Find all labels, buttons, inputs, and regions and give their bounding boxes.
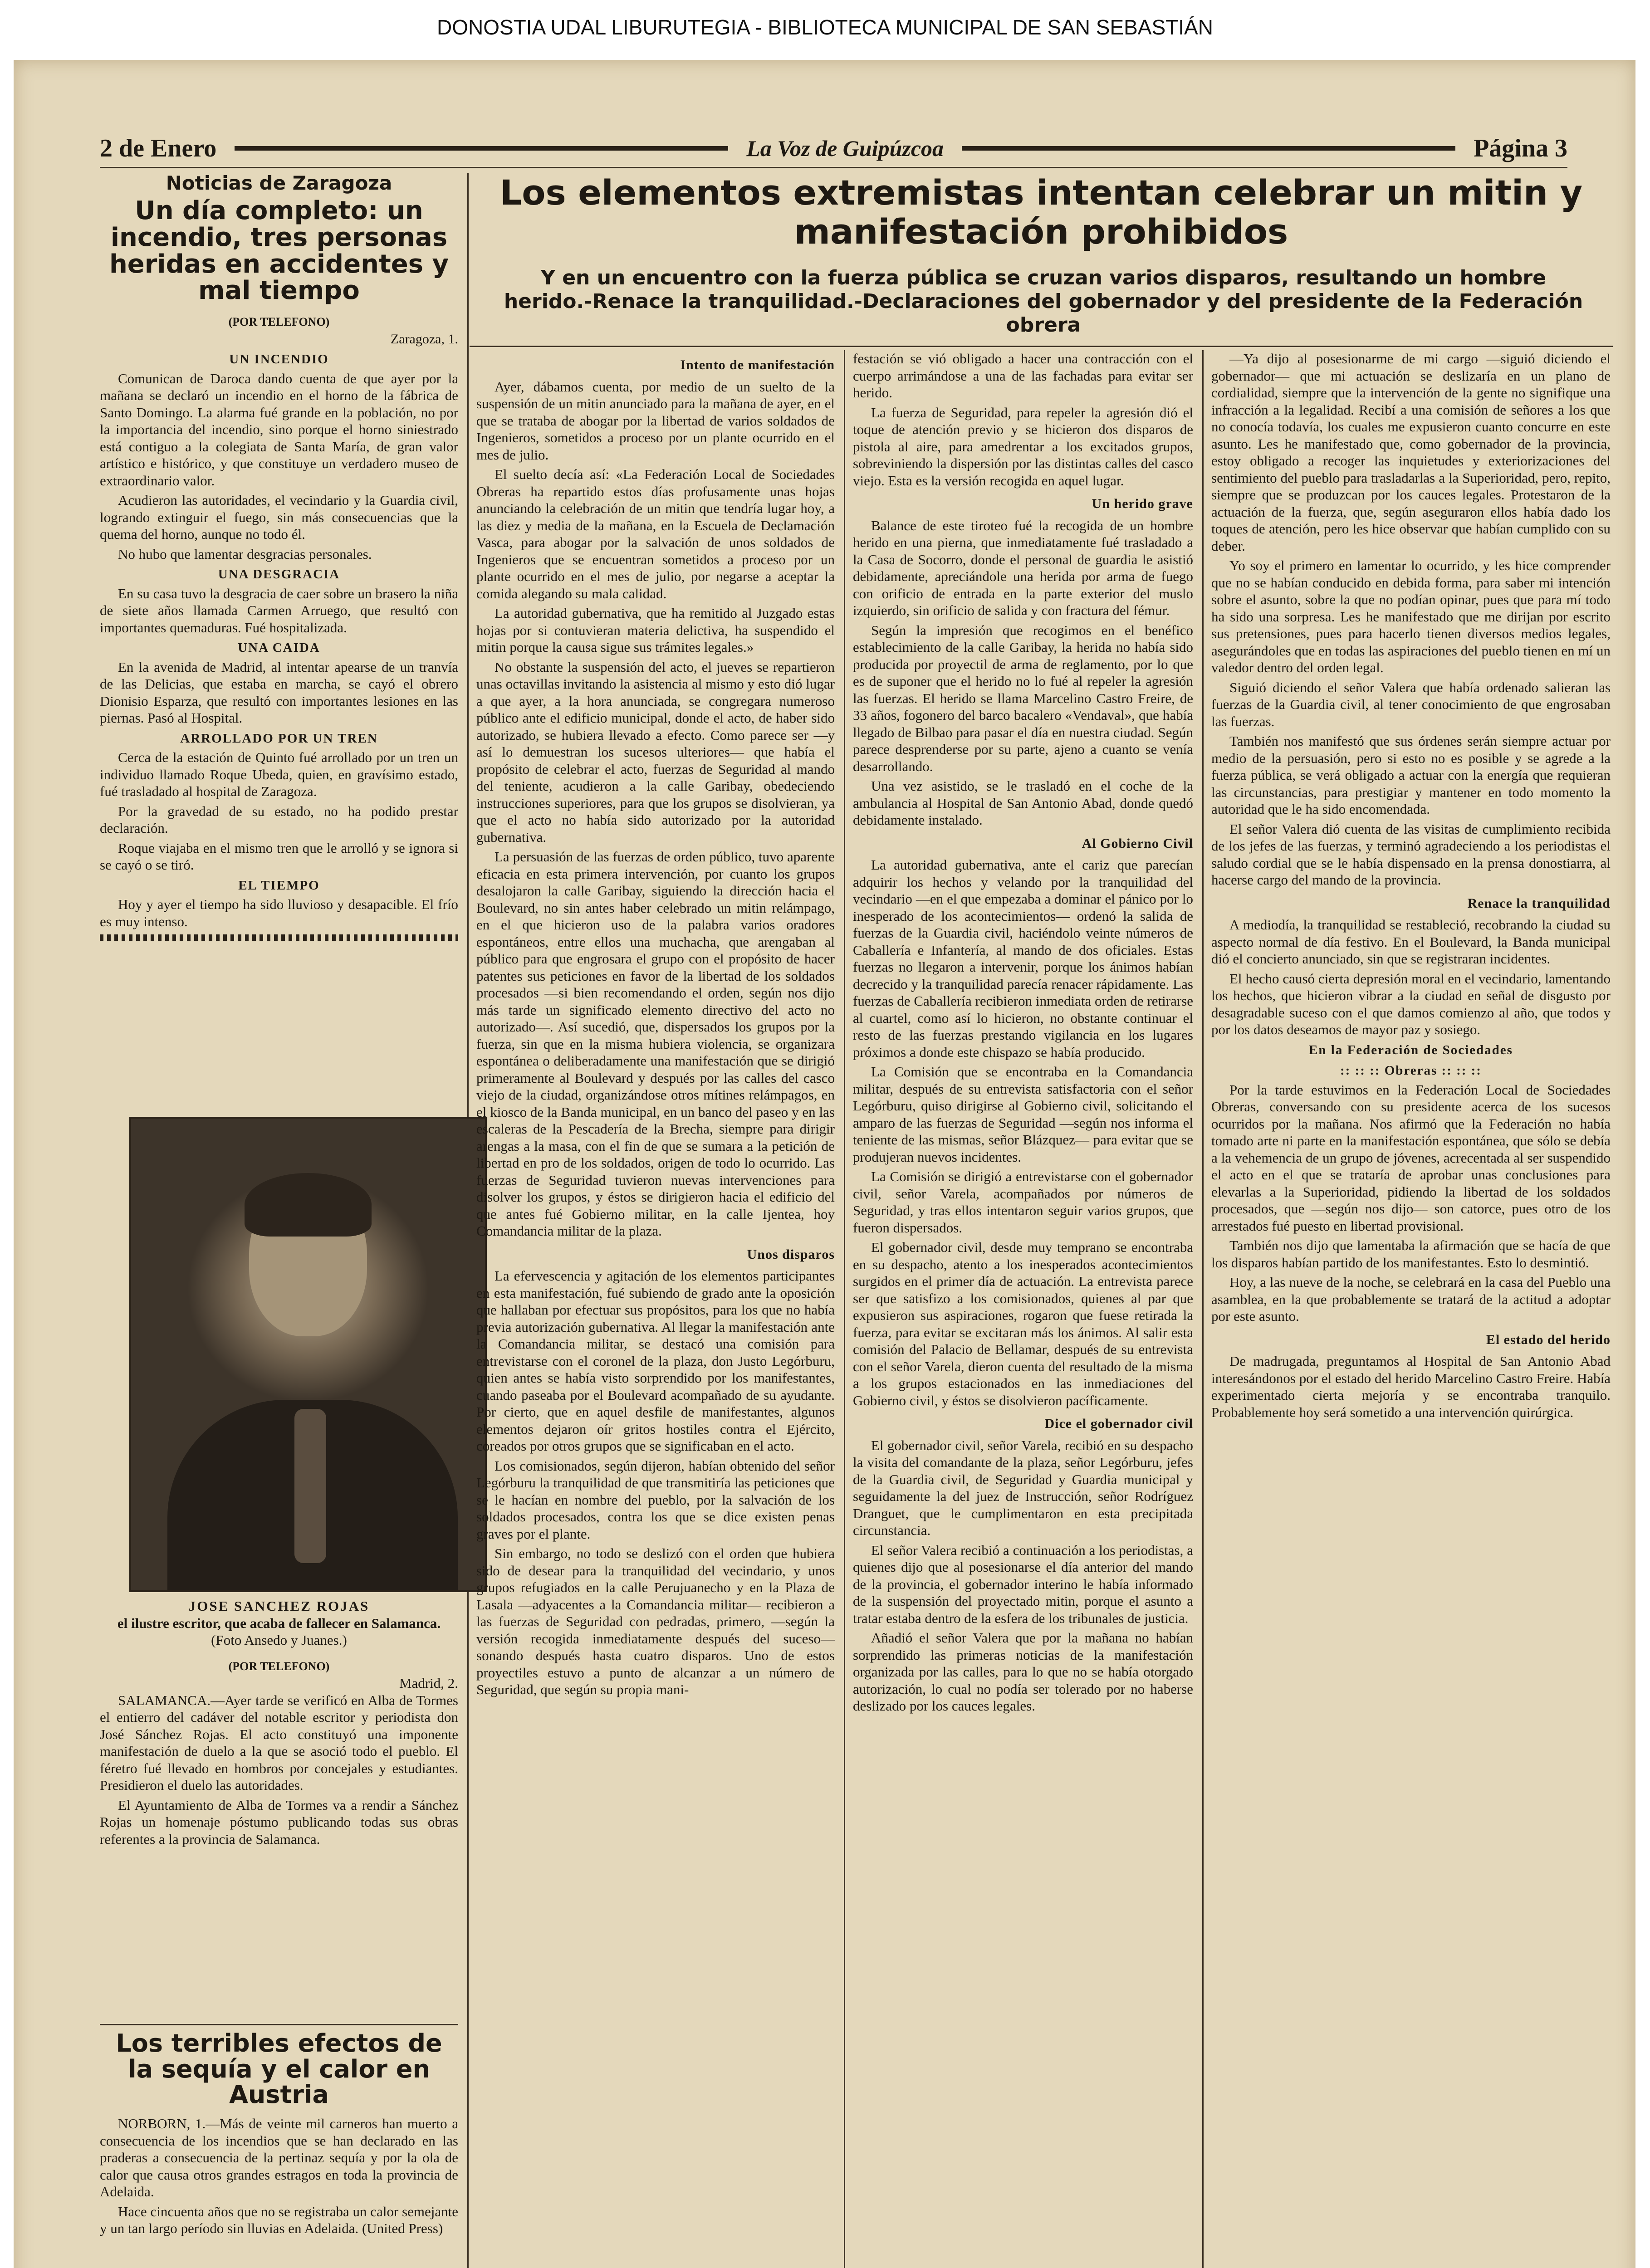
article-paragraph: La autoridad gubernativa, ante el cariz que parecían adquirir los hechos y velando por la tranquilidad del vecindario —en el que empezaba a dominar el pánico por lo inesperado de los acontecimientos— ordenó la salida de fuerzas de la Guardia civil, haciéndolo veinte números de Caballería e Infantería, al mando de dos oficiales. Estas fuerzas no llegaron a intervenir, porque los ánimos habían decrecido y la tranquilidad parecía renacer rápidamente. Las fuerzas de Caballería recibieron inmediata orden de retirarse al cuartel, como así lo hicieron, no obstante continuar el resto de las fuerzas prestando vigilancia en los lugares próximos a donde este chispazo se había producido. (853, 857, 1193, 1060)
article-paragraph: El señor Valera recibió a continuación a los periodistas, a quienes dijo que al posesionarse el día anterior del mando de la provincia, el gobernador interino le había informado de la suspensión del proyectado mitin, porque el asunto a tratar estaba dentro de la esfera de los tribunales de justicia. (853, 1542, 1193, 1626)
portrait-photo (129, 1117, 487, 1592)
austria-paragraph: Hace cincuenta años que no se registraba un calor semejante y un tan largo período sin lluvias en Adelaida. (United Press) (100, 2203, 458, 2237)
column-1-austria (100, 2031, 458, 2268)
column-1-middle (100, 1598, 458, 2015)
column-1-top (100, 173, 458, 1080)
subhead-federacion: En la Federación de Sociedades (1309, 1042, 1513, 1057)
subhead-intento: Intento de manifestación (680, 357, 835, 372)
article-paragraph: Siguió diciendo el señor Valera que había ordenado salieran las fuerzas de la Guardia civil, al tener conocimiento de que engrosaban las fuerzas. (1211, 679, 1611, 729)
article-paragraph: El gobernador civil, señor Varela, recibió en su despacho la visita del comandante de la plaza, señor Legórburu, jefes de la Guardia civil, de Seguridad y Guardia municipal y seguidamente la del juez de Instrucción, señor Rodríguez Dranguet, que le cumplimentaron en esta precipitada circunstancia. (853, 1437, 1193, 1538)
zaragoza-paragraph: Acudieron las autoridades, el vecindario y la Guardia civil, logrando extinguir el fuego, sin más consecuencias que la quema del horno, aunque no todo él. (100, 492, 458, 543)
article-paragraph: La Comisión se dirigió a entrevistarse con el gobernador civil, señor Varela, acompañados por números de Seguridad, y tras ellos intentaron seguir varios grupos, que fueron dispersados. (853, 1168, 1193, 1236)
photo-caption-name: JOSE SANCHEZ ROJAS (188, 1598, 370, 1614)
article-paragraph: La persuasión de las fuerzas de orden público, tuvo aparente eficacia en esta primera intervención, por cuanto los grupos desalojaron la calle Garibay, siguiendo la dirección hacia el Boulevard, no sin antes haber celebrado un mitin relámpago, en el que hicieron uso de la palabra varios oradores espontáneos, entre ellos una muchacha, que arengaban al público para que engrosara el grupo con el propósito de hacer patentes sus peticiones en favor de la libertad de los soldados procesados —si bien recomendando el orden, según nos dijo más tarde un significado elemento directivo del acto no autorizado—. Así sucedió, que, dispersados los grupos por la fuerza, sin que en la misma hubiera violencia, se organizara espontánea o deliberadamente una manifestación que se dirigió primeramente al Boulevard y después por las calles del casco viejo de la ciudad, organizándose otros mítines relámpagos, en el kiosco de la Banda municipal, en un banco del paseo y en las escaleras de la Pescadería de la Brecha, siempre para dirigir arengas a la masa, con el fin de que se sumara a la petición de libertad en pro de los soldados, origen de todo lo ocurrido. Las fuerzas de Seguridad tuvieron nuevas intervenciones para disolver los grupos, y éstos se dirigieron hacia el edificio del que antes fué Gobierno militar, en la calle Ijentea, hoy Comandancia militar de la plaza. (476, 849, 835, 1239)
article-paragraph: Hoy, a las nueve de la noche, se celebrará en la casa del Pueblo una asamblea, en la que probablemente se tratará de la actitud a adoptar por este asunto. (1211, 1274, 1611, 1324)
subhead-gobernador: Dice el gobernador civil (1044, 1416, 1193, 1431)
header-date: 2 de Enero (100, 134, 217, 162)
header-masthead: La Voz de Guipúzcoa (746, 136, 944, 161)
page-header (100, 132, 1567, 164)
article-paragraph: Ayer, dábamos cuenta, por medio de un suelto de la suspensión de un mitin anunciado para la mañana de ayer, en el que se trataba de abogar por la libertad de varios soldados de Ingenieros, sometidos a proceso por un plante ocurrido en el mes de julio. (476, 378, 835, 463)
subhead-obreras: :: :: :: Obreras :: :: :: (1340, 1063, 1482, 1078)
zaragoza-subhead: ARROLLADO POR UN TREN (180, 731, 378, 746)
zaragoza-subhead: UN INCENDIO (229, 352, 329, 367)
article-paragraph: También nos dijo que lamentaba la afirmación que se hacía de que los disparos habían partido de los manifestantes. Esto lo desmintió. (1211, 1237, 1611, 1271)
article-paragraph: A mediodía, la tranquilidad se restableció, recobrando la ciudad su aspecto normal de día festivo. En el Boulevard, la Banda municipal dió el concierto anunciado, sin que se registraran incidentes. (1211, 917, 1611, 967)
subhead-herido: Un herido grave (1092, 496, 1193, 511)
subhead-estado-herido: El estado del herido (1486, 1332, 1611, 1347)
zaragoza-paragraph: Por la gravedad de su estado, no ha podido prestar declaración. (100, 803, 458, 836)
zaragoza-subhead: EL TIEMPO (238, 878, 320, 893)
column-2 (476, 350, 835, 2268)
zaragoza-subhead: UNA CAIDA (238, 640, 320, 655)
zaragoza-paragraph: Cerca de la estación de Quinto fué arrollado por un tren un individuo llamado Roque Ubeda, quien, en gravísimo estado, fué trasladado al hospital de Zaragoza. (100, 749, 458, 800)
article-paragraph: festación se vió obligado a hacer una contracción con el cuerpo arrimándose a una de las fachadas para evitar ser herido. (853, 351, 1193, 401)
article-paragraph: La efervescencia y agitación de los elementos participantes en esta manifestación, fué subiendo de grado ante la oposición que hallaban por efectuar sus propósitos, para los que no había previa autorización gubernativa. Al llegar la manifestación ante la Comandancia militar, se destacó una comisión para entrevistarse con el coronel de la plaza, don Justo Legórburu, quien antes se había visto sorprendido por los manifestantes, cuando paseaba por el Boulevard acompañado de su ayudante. Por cierto, que en aquel desfile de manifestantes, algunos elementos dejaron oír gritos hostiles contra el Ejército, coreados por otros grupos que se significaban en el acto. (476, 1268, 835, 1454)
salamanca-paragraph: SALAMANCA.—Ayer tarde se verificó en Alba de Tormes el entierro del cadáver del notable escritor y periodista don José Sánchez Rojas. El acto constituyó una imponente manifestación de duelo a la que se asoció todo el pueblo. El féretro fué llevado en hombros por concejales y estudiantes. Presidieron el duelo las autoridades. (100, 1692, 458, 1793)
photo-caption-text: el ilustre escritor, que acaba de fallecer en Salamanca. (117, 1615, 441, 1631)
header-page-number: Página 3 (1474, 134, 1568, 162)
zaragoza-paragraph: Hoy y ayer el tiempo ha sido lluvioso y desapacible. El frío es muy intenso. (100, 896, 458, 929)
article-paragraph: Añadió el señor Valera que por la mañana no habían sorprendido las primeras noticias de la manifestación organizada por las calles, para lo que no se había otorgado autorización, lo cual no podía ser tolerado por no haberse deslizado por los cauces legales. (853, 1630, 1193, 1714)
main-headline: Los elementos extremistas intentan celebrar un mitin y manifestación prohibidos (499, 172, 1583, 252)
article-paragraph: —Ya dijo al posesionarme de mi cargo —siguió diciendo el gobernador— que mi actuación se deslizaría en un plano de cordialidad, siempre que la intervención de la gente no signifique una infracción a la legalidad. Recibí a una comisión de señores a los que no conocía todavía, los cuales me expusieron cuanto concurre en este asunto. Les he manifestado que, como gobernador de la provincia, estoy obligado a recoger las inquietudes y exteriorizaciones del sentimiento del pueblo para trasladarlas a la Superioridad, pero, repito, siempre que se produzcan por los cauces legales. Protestaron de la actuación de la fuerza, que, según aseguraron ellos había dado los toques de atención, pero les hice observar que habían cumplido con su deber. (1211, 351, 1611, 554)
article-paragraph: Yo soy el primero en lamentar lo ocurrido, y les hice comprender que no se habían conducido en debida forma, para saber mi intención sobre el asunto, sobre la que no podían opinar, pues que para mí todo ha sido una sorpresa. Les he manifestado que me dirijan por escrito sus pretensiones, pues para hacerlo tienen diversos medios legales, asegurándoles que en todas las aspiraciones del pueblo tienen en mí un valedor dentro del orden legal. (1211, 557, 1611, 675)
article-paragraph: También nos manifestó que sus órdenes serán siempre actuar por medio de la persuasión, pero si esto no es posible y se agrede a la fuerza pública, se verá obligado a actuar con la energía que requieran las circunstancias, para prestigiar y mantener en todo momento la autoridad que le ha sido encomendada. (1211, 733, 1611, 817)
main-deck: Y en un encuentro con la fuerza pública se cruzan varios disparos, resultando un hombre herido.-Renace la tranquilidad.-Declaraciones del gobernador y del presidente de la Federación obrera (504, 266, 1583, 337)
article-paragraph: El hecho causó cierta depresión moral en el vecindario, lamentando los hechos, que hicieron vibrar a la ciudad en señal de disgusto por desagradable suceso con el que damos comienzo al año, que todos y por los datos deseamos de mayor paz y sosiego. (1211, 970, 1611, 1037)
austria-paragraph: NORBORN, 1.—Más de veinte mil carneros han muerto a consecuencia de los incendios que se han declarado en las praderas a consecuencia de la pertinaz sequía y por la ola de calor que causa otros grandes estragos en toda la provincia de Adelaida. (100, 2116, 458, 2200)
zaragoza-paragraph: En la avenida de Madrid, al intentar apearse de un tranvía de las Delicias, que estaba en marcha, se cayó el obrero Dionisio Esparza, que resultó con importantes lesiones en las piernas. Pasó al Hospital. (100, 659, 458, 726)
column-3 (853, 350, 1193, 2268)
salamanca-paragraph: El Ayuntamiento de Alba de Tormes va a rendir a Sánchez Rojas un homenaje póstumo publicando todas sus obras referentes a la provincia de Salamanca. (100, 1797, 458, 1847)
article-paragraph: De madrugada, preguntamos al Hospital de San Antonio Abad interesándonos por el estado del herido Marcelino Castro Freire. Había experimentado cierta mejoría y se encontraba tranquilo. Probablemente hoy será sometido a una intervención quirúrgica. (1211, 1353, 1611, 1420)
article-paragraph: La autoridad gubernativa, que ha remitido al Juzgado estas hojas por si contuvieran materia delictiva, ha suspendido el mitin porque la causa sigue sus trámites legales.» (476, 605, 835, 655)
austria-headline: Los terribles efectos de la sequía y el calor en Austria (116, 2031, 442, 2109)
article-paragraph: Sin embargo, no todo se deslizó con el orden que hubiera sido de desear para la tranquilidad del vecindario, y unos grupos refugiados en la calle Perujuanecho y en la Plaza de Lasala —adyacentes a la Comandancia militar— recibieron a las fuerzas de Seguridad con pedradas, primero, —según la versión recogida inmediatamente después del suceso— sonando después hasta cuatro disparos. Uno de estos proyectiles estuvo a punto de alcanzar a un número de Seguridad, que según su propia mani- (476, 1545, 835, 1697)
photo-credit: (Foto Ansedo y Juanes.) (211, 1632, 347, 1648)
article-paragraph: El gobernador civil, desde muy temprano se encontraba en su despacho, atento a los inesperados acontecimientos surgidos en el primer día de actuación. La entrevista parece ser que satisfizo a los comisionados, quienes al par que expusieron sus aspiraciones, rogaron que fuese retirada la fuerza, para evitar se excitaran más los ánimos. Al salir esta comisión del Palacio de Bellamar, después de su entrevista con el señor Varela, dieron cuenta del resultado de la misma a los grupos estacionados en las inmediaciones del Gobierno civil, y éstos se disolvieron pacíficamente. (853, 1239, 1193, 1408)
zaragoza-byline: (POR TELEFONO) (228, 315, 330, 329)
subhead-disparos: Unos disparos (747, 1246, 835, 1262)
salamanca-byline: (POR TELEFONO) (228, 1659, 330, 1673)
article-paragraph: La fuerza de Seguridad, para repeler la agresión dió el toque de atención previo y se hicieron dos disparos de pistola al aire, para amedrentar a los excitados grupos, sobreviniendo la dispersión por las distintas calles del casco viejo. Esta es la versión recogida en aquel lugar. (853, 404, 1193, 489)
zaragoza-paragraph: Comunican de Daroca dando cuenta de que ayer por la mañana se declaró un incendio en el horno de la fábrica de Santo Domingo. La alarma fué grande en la población, no por la importancia del incendio, sino porque el horno siniestrado está contiguo a la colegiata de Santa María, de gran valor artístico e histórico, y que constituye un verdadero museo de extraordinario valor. (100, 370, 458, 489)
subhead-gobierno: Al Gobierno Civil (1082, 836, 1193, 851)
salamanca-dateline: Madrid, 2. (399, 1675, 458, 1691)
zaragoza-headline: Un día completo: un incendio, tres personas heridas en accidentes y mal tiempo (109, 196, 449, 306)
article-paragraph: La Comisión que se encontraba en la Comandancia militar, después de su entrevista satisfactoria con el señor Legórburu, quiso dirigirse al Gobierno civil, solicitando el amparo de las fuerzas de Seguridad —según nos informa el teniente de las mismas, señor Blázquez— para evitar que se produjeran nuevos incidentes. (853, 1064, 1193, 1165)
zaragoza-dateline: Zaragoza, 1. (390, 331, 458, 347)
article-paragraph: El señor Valera dió cuenta de las visitas de cumplimiento recibida de los jefes de las fuerzas, y terminó agradeciendo a los periodistas el saludo cordial que se le había dispensado en la prensa donostiarra, al hacerse cargo del mando de la provincia. (1211, 821, 1611, 888)
article-paragraph: Balance de este tiroteo fué la recogida de un hombre herido en una pierna, que inmediatamente fué trasladado a la Casa de Socorro, donde el personal de guardia le asistió debidamente, apreciándole una herida por arma de fuego con orificio de entrada en la parte exterior del muslo izquierdo, sin orificio de salida y con fractura del fémur. (853, 517, 1193, 618)
zaragoza-paragraph: En su casa tuvo la desgracia de caer sobre un brasero la niña de siete años llamada Carmen Arruego, que resultó con importantes quemaduras. Fué hospitalizada. (100, 585, 458, 635)
newspaper-page (14, 60, 1635, 2268)
article-paragraph: Los comisionados, según dijeron, habían obtenido del señor Legórburu la tranquilidad de que transmitiría las peticiones que se le hacían en nombre del pueblo, por la salvación de los soldados procesados, contra los que se dice existen penas graves por el plante. (476, 1457, 835, 1542)
article-paragraph: Por la tarde estuvimos en la Federación Local de Sociedades Obreras, conversando con su presidente acerca de los sucesos ocurridos por la mañana. Nos afirmó que la Federación no había tomado arte ni parte en la manifestación espontánea, que sólo se debía a la vehemencia de un grupo de jóvenes, acrecentada al ser suspendido el acto en el que se trataría de aprobar unas conclusiones para elevarlas a la Superioridad, pidiendo la libertad de los soldados procesados, que —según nos dijo— son catorce, pues otro de los arrestados fué puesto en libertad provisional. (1211, 1081, 1611, 1234)
column-4 (1211, 350, 1611, 2255)
subhead-tranquilidad: Renace la tranquilidad (1467, 895, 1611, 911)
library-banner: DONOSTIA UDAL LIBURUTEGIA - BIBLIOTECA MUNICIPAL DE SAN SEBASTIÁN (0, 0, 1650, 54)
zaragoza-subhead: UNA DESGRACIA (218, 567, 340, 582)
zaragoza-kicker: Noticias de Zaragoza (166, 173, 392, 194)
article-paragraph: Una vez asistido, se le trasladó en el coche de la ambulancia al Hospital de San Antonio Abad, donde quedó debidamente instalado. (853, 778, 1193, 828)
article-paragraph: No obstante la suspensión del acto, el jueves se repartieron unas octavillas invitando la asistencia al mismo y esto dió lugar a que ayer, a la hora anunciada, se congregara numeroso público ante el edificio municipal, donde el acto, de haber sido autorizado, se hubiera llevado a efecto. Como parece ser —y así lo demuestran los sucesos ulteriores— que había el propósito de celebrar el acto, fuerzas de Seguridad al mando del teniente, acudieron a la calle Garibay, obedeciendo instrucciones superiores, para que los grupos se disolvieran, ya que el acto no había sido autorizado por la autoridad gubernativa. (476, 659, 835, 845)
zaragoza-paragraph: Roque viajaba en el mismo tren que le arrolló y se ignora si se cayó o se tiró. (100, 840, 458, 873)
zaragoza-paragraph: No hubo que lamentar desgracias personales. (118, 546, 372, 562)
article-paragraph: Según la impresión que recogimos en el benéfico establecimiento de la calle Garibay, la herida no había sido producida por proyectil de arma de reglamento, por lo que es de suponer que el herido no lo fué al repeler la agresión las fuerzas. El herido se llama Marcelino Castro Freire, de 33 años, fogonero del barco bacalero «Vendaval», que había llegado de Bilbao para pasar el día en nuestra ciudad. Según parece desprenderse por su parte, ajeno a cuanto se venía desarrollando. (853, 622, 1193, 774)
article-paragraph: El suelto decía así: «La Federación Local de Sociedades Obreras ha repartido estos días profusamente unas hojas anunciando la celebración de un mitin que tendría lugar hoy, a las diez y media de la mañana, en la Escuela de Declamación Vasca, para abogar por la salvación de unos soldados de Ingenieros que se encuentran sometidos a proceso por un plante ocurrido en el mes de julio, por negarse a aceptar la comida alegando su mala calidad. (476, 466, 835, 601)
